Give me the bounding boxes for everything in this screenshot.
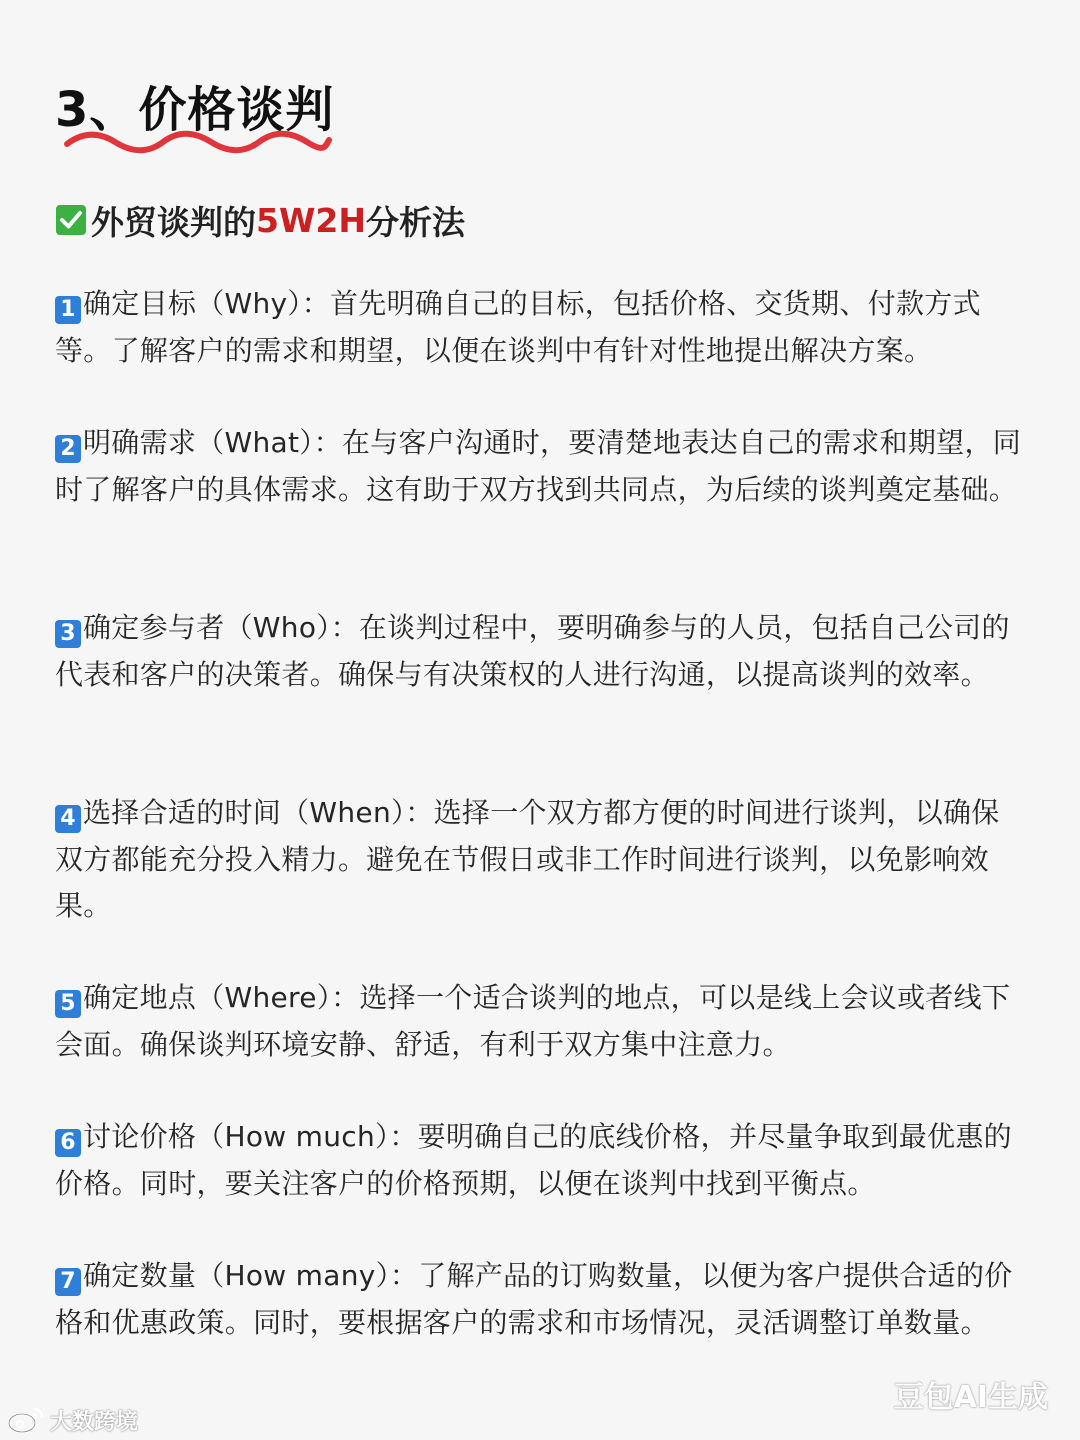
- weibo-logo-icon: [6, 1405, 46, 1435]
- number-badge: 3: [55, 620, 81, 648]
- number-badge: 7: [55, 1268, 81, 1296]
- heading-accent: 5W2H: [256, 200, 366, 240]
- list-item: [55, 1114, 1023, 1207]
- item-text: 确定目标（Why）：首先明确自己的目标，包括价格、交货期、付款方式等。了解客户的需求和期望，以便在谈判中有针对性地提出解决方案。: [55, 287, 981, 367]
- item-text: 讨论价格（How much）：要明确自己的底线价格，并尽量争取到最优惠的价格。同时，要关注客户的价格预期，以便在谈判中找到平衡点。: [55, 1120, 1012, 1200]
- list-item: [55, 1253, 1023, 1346]
- number-badge: 4: [55, 805, 81, 833]
- title-block: [55, 78, 334, 142]
- list-item: [55, 975, 1023, 1068]
- page-title: 3、价格谈判: [55, 82, 335, 138]
- heading-suffix: 分析法: [365, 202, 465, 242]
- watermark-right: 豆包AI生成: [893, 1380, 1048, 1415]
- item-text: 确定参与者（Who）：在谈判过程中，要明确参与的人员，包括自己公司的代表和客户的决策者。确保与有决策权的人进行沟通，以提高谈判的效率。: [55, 611, 1010, 691]
- number-badge: 2: [55, 435, 81, 463]
- list-item: [55, 605, 1023, 698]
- number-badge: 6: [55, 1129, 81, 1157]
- number-badge: 5: [55, 990, 81, 1018]
- watermark-left-text: 大数跨境: [50, 1409, 139, 1435]
- check-icon: [55, 204, 87, 236]
- item-text: 确定地点（Where）：选择一个适合谈判的地点，可以是线上会议或者线下会面。确保谈判环境安静、舒适，有利于双方集中注意力。: [55, 981, 1011, 1061]
- item-text: 确定数量（How many）：了解产品的订购数量，以便为客户提供合适的价格和优惠政策。同时，要根据客户的需求和市场情况，灵活调整订单数量。: [55, 1259, 1013, 1339]
- item-text: 选择合适的时间（When）：选择一个双方都方便的时间进行谈判，以确保双方都能充分投入精力。避免在节假日或非工作时间进行谈判，以免影响效果。: [55, 796, 1000, 922]
- item-text: 明确需求（What）：在与客户沟通时，要清楚地表达自己的需求和期望，同时了解客户的具体需求。这有助于双方找到共同点，为后续的谈判奠定基础。: [55, 426, 1022, 506]
- watermark-left: [6, 1400, 138, 1440]
- heading-prefix: 外贸谈判的: [91, 202, 256, 242]
- list-item: [55, 281, 1023, 374]
- section-heading: [55, 196, 465, 244]
- list-item: [55, 420, 1023, 513]
- list-item: [55, 790, 1023, 930]
- number-badge: 1: [55, 296, 81, 324]
- wavy-underline: [63, 128, 333, 156]
